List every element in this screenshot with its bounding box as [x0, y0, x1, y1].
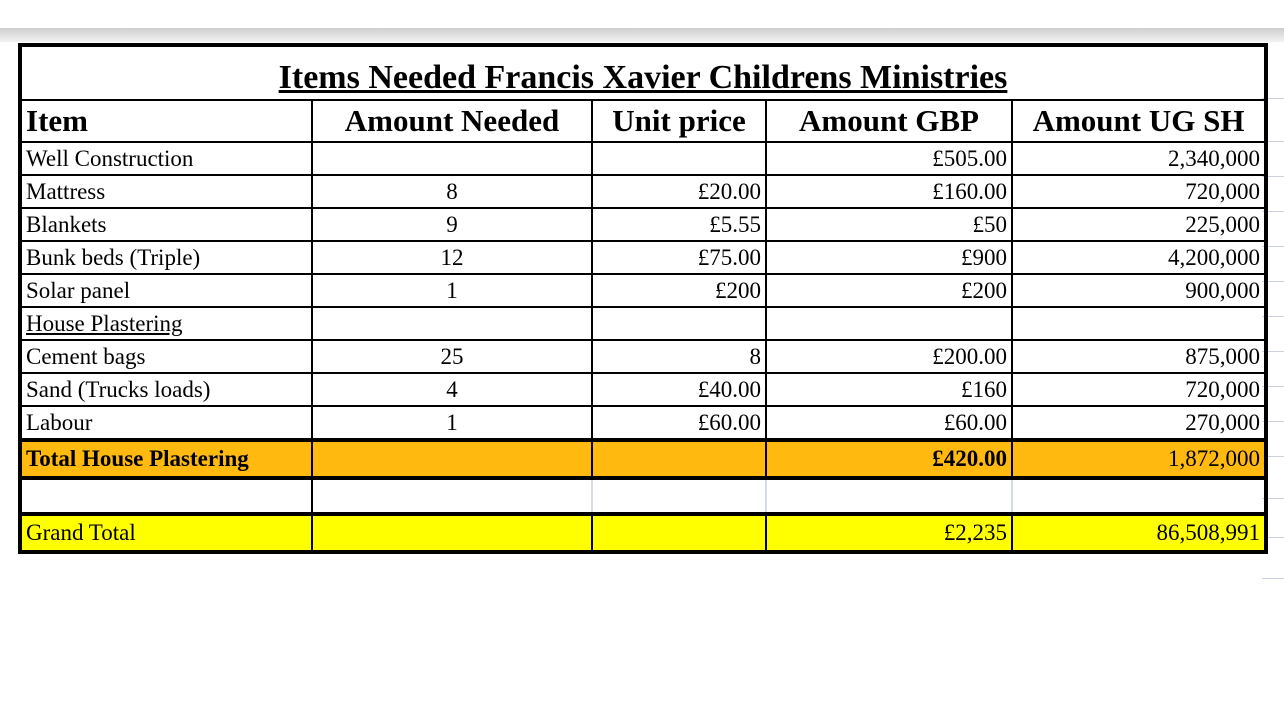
- blank-row: [20, 478, 1266, 514]
- cell-item[interactable]: Well Construction: [20, 142, 312, 175]
- table-row: [20, 307, 1266, 340]
- cell-amount[interactable]: 8: [312, 175, 592, 208]
- cell-gbp[interactable]: £505.00: [766, 142, 1012, 175]
- cell-item[interactable]: Mattress: [20, 175, 312, 208]
- cell-unit-price[interactable]: £40.00: [592, 373, 766, 406]
- cell-ugsh[interactable]: 720,000: [1012, 175, 1266, 208]
- table-row: [20, 175, 1266, 208]
- cell-unit-price[interactable]: £5.55: [592, 208, 766, 241]
- cell-empty[interactable]: [312, 514, 592, 552]
- cell-item[interactable]: Bunk beds (Triple): [20, 241, 312, 274]
- cell-ugsh[interactable]: 720,000: [1012, 373, 1266, 406]
- cell-ugsh[interactable]: 270,000: [1012, 406, 1266, 440]
- cell-empty[interactable]: [592, 440, 766, 478]
- cell-ugsh[interactable]: 4,200,000: [1012, 241, 1266, 274]
- cell-gbp[interactable]: £50: [766, 208, 1012, 241]
- cell-item[interactable]: Cement bags: [20, 340, 312, 373]
- grand-total-label[interactable]: Grand Total: [20, 514, 312, 552]
- gridline: [1262, 578, 1284, 579]
- cell-gbp[interactable]: £160.00: [766, 175, 1012, 208]
- cell-amount[interactable]: 4: [312, 373, 592, 406]
- cell-unit-price[interactable]: £75.00: [592, 241, 766, 274]
- top-bar: [0, 0, 1284, 28]
- total-house-plastering-gbp[interactable]: £420.00: [766, 440, 1012, 478]
- total-house-plastering-row: [20, 440, 1266, 478]
- cell-unit-price[interactable]: [592, 307, 766, 340]
- header-amount-ugsh[interactable]: Amount UG SH: [1012, 100, 1266, 142]
- cell-empty[interactable]: [20, 478, 312, 514]
- table-row: [20, 208, 1266, 241]
- cell-unit-price[interactable]: £20.00: [592, 175, 766, 208]
- header-row: [20, 100, 1266, 142]
- cell-unit-price[interactable]: £60.00: [592, 406, 766, 440]
- cell-amount[interactable]: [312, 142, 592, 175]
- cell-amount[interactable]: 25: [312, 340, 592, 373]
- cell-unit-price[interactable]: 8: [592, 340, 766, 373]
- cell-empty[interactable]: [312, 440, 592, 478]
- cell-empty[interactable]: [312, 478, 592, 514]
- grand-total-row: [20, 514, 1266, 552]
- total-house-plastering-label[interactable]: Total House Plastering: [20, 440, 312, 478]
- cell-amount[interactable]: 1: [312, 274, 592, 307]
- header-amount-gbp[interactable]: Amount GBP: [766, 100, 1012, 142]
- cell-ugsh[interactable]: 900,000: [1012, 274, 1266, 307]
- cell-item[interactable]: Solar panel: [20, 274, 312, 307]
- cell-empty[interactable]: [592, 478, 766, 514]
- table-row: [20, 274, 1266, 307]
- cell-unit-price[interactable]: £200: [592, 274, 766, 307]
- cell-gbp[interactable]: £60.00: [766, 406, 1012, 440]
- cell-gbp[interactable]: £200.00: [766, 340, 1012, 373]
- cell-ugsh[interactable]: 875,000: [1012, 340, 1266, 373]
- top-shadow: [0, 28, 1284, 42]
- total-house-plastering-ugsh[interactable]: 1,872,000: [1012, 440, 1266, 478]
- cell-empty[interactable]: [1012, 478, 1266, 514]
- cell-amount[interactable]: 9: [312, 208, 592, 241]
- cell-ugsh[interactable]: 2,340,000: [1012, 142, 1266, 175]
- header-unit-price[interactable]: Unit price: [592, 100, 766, 142]
- cell-ugsh[interactable]: [1012, 307, 1266, 340]
- cell-item[interactable]: Sand (Trucks loads): [20, 373, 312, 406]
- table-row: [20, 241, 1266, 274]
- table-row: [20, 340, 1266, 373]
- cell-item[interactable]: Labour: [20, 406, 312, 440]
- table-title[interactable]: Items Needed Francis Xavier Childrens Ministries: [20, 45, 1266, 100]
- grand-total-gbp[interactable]: £2,235: [766, 514, 1012, 552]
- cell-amount[interactable]: 1: [312, 406, 592, 440]
- cell-gbp[interactable]: [766, 307, 1012, 340]
- cell-amount[interactable]: [312, 307, 592, 340]
- cell-item-section-heading[interactable]: House Plastering: [20, 307, 312, 340]
- cell-gbp[interactable]: £900: [766, 241, 1012, 274]
- cell-unit-price[interactable]: [592, 142, 766, 175]
- cell-gbp[interactable]: £160: [766, 373, 1012, 406]
- cell-empty[interactable]: [592, 514, 766, 552]
- cell-ugsh[interactable]: 225,000: [1012, 208, 1266, 241]
- header-amount-needed[interactable]: Amount Needed: [312, 100, 592, 142]
- spreadsheet: [18, 43, 1266, 554]
- table-row: [20, 406, 1266, 440]
- cell-amount[interactable]: 12: [312, 241, 592, 274]
- grand-total-ugsh[interactable]: 86,508,991: [1012, 514, 1266, 552]
- header-item[interactable]: Item: [20, 100, 312, 142]
- items-table: [18, 43, 1268, 554]
- cell-item[interactable]: Blankets: [20, 208, 312, 241]
- table-row: [20, 373, 1266, 406]
- cell-empty[interactable]: [766, 478, 1012, 514]
- cell-gbp[interactable]: £200: [766, 274, 1012, 307]
- table-row: [20, 142, 1266, 175]
